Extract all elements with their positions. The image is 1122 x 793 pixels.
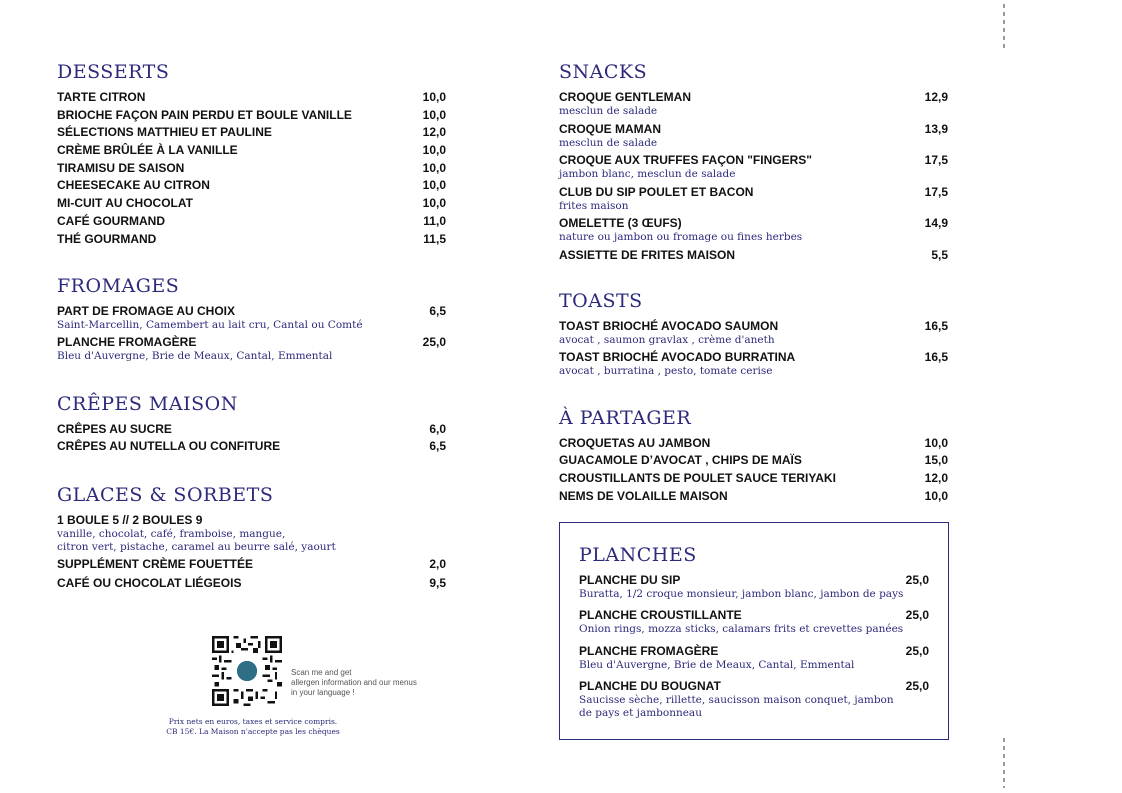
menu-item <box>559 248 948 263</box>
toasts-title: TOASTS <box>559 289 643 312</box>
item-price: 12,0 <box>924 470 948 485</box>
menu-item <box>559 471 948 486</box>
item-description: citron vert, pistache, caramel au beurre salé, yaourt <box>57 540 336 553</box>
qr-caption-line: allergen information and our menus <box>291 678 417 687</box>
item-name: SUPPLÉMENT CRÈME FOUETTÉE <box>57 557 254 572</box>
fold-mark <box>1003 738 1005 788</box>
item-price: 10,0 <box>924 488 948 503</box>
menu-item <box>559 185 948 213</box>
item-description: nature ou jambon ou fromage ou fines herbes <box>559 231 803 243</box>
left-column <box>57 60 446 617</box>
price-footnote <box>128 717 378 737</box>
menu-item <box>57 214 446 229</box>
menu-item <box>57 576 446 591</box>
crepes-title: CRÊPES MAISON <box>57 392 238 415</box>
item-name: SÉLECTIONS MATTHIEU ET PAULINE <box>57 125 272 140</box>
item-price: 14,9 <box>924 216 948 230</box>
item-name: TOAST BRIOCHÉ AVOCADO BURRATINA <box>559 350 796 364</box>
item-name: PLANCHE FROMAGÈRE <box>579 643 719 658</box>
item-name: BRIOCHE FAÇON PAIN PERDU ET BOULE VANILLE <box>57 107 352 122</box>
item-name: THÉ GOURMAND <box>57 231 157 246</box>
menu-item <box>579 679 929 719</box>
item-price: 10,0 <box>422 143 446 158</box>
fromages-title: FROMAGES <box>57 274 180 297</box>
item-name: CRÊPES AU SUCRE <box>57 421 172 436</box>
item-name: 1 BOULE 5 // 2 BOULES 9 <box>57 513 203 528</box>
item-name: TOAST BRIOCHÉ AVOCADO SAUMON <box>559 318 779 333</box>
item-name: ASSIETTE DE FRITES MAISON <box>559 247 736 262</box>
item-price: 6,0 <box>429 421 446 436</box>
glaces-section <box>57 483 446 591</box>
item-description: Buratta, 1/2 croque monsieur, jambon blanc, jambon de pays <box>579 587 904 600</box>
menu-item <box>579 608 929 636</box>
item-name: GUACAMOLE D’AVOCAT , CHIPS DE MAÏS <box>559 453 802 468</box>
qr-caption-line: Scan me and get <box>291 668 352 677</box>
qr-caption-line: in your language ! <box>291 688 355 697</box>
item-price: 12,9 <box>924 90 948 104</box>
item-price: 9,5 <box>429 576 446 591</box>
item-description: Bleu d'Auvergne, Brie de Meaux, Cantal, Emmental <box>57 350 333 362</box>
snacks-title: SNACKS <box>559 61 648 83</box>
menu-item <box>579 573 929 601</box>
menu-item <box>57 108 446 123</box>
item-name: CROQUE MAMAN <box>559 121 661 136</box>
glaces-title: GLACES & SORBETS <box>57 484 274 507</box>
menu-item <box>559 90 948 118</box>
item-price: 25,0 <box>905 572 929 587</box>
item-price: 6,5 <box>429 439 446 454</box>
item-name: PLANCHE DU BOUGNAT <box>579 679 721 694</box>
item-name: CLUB DU SIP POULET ET BACON <box>559 184 754 199</box>
item-name: CROQUE AUX TRUFFES FAÇON "FINGERS" <box>559 153 812 167</box>
item-price: 12,0 <box>422 125 446 140</box>
menu-item <box>57 335 446 363</box>
fold-mark <box>1003 4 1005 52</box>
item-description: jambon blanc, mesclun de salade <box>559 168 736 180</box>
partager-section <box>559 406 948 504</box>
menu-item <box>559 122 948 150</box>
item-price: 10,0 <box>924 435 948 450</box>
menu-item <box>57 304 446 332</box>
snacks-section <box>559 60 948 263</box>
item-description: Saint-Marcellin, Camembert au lait cru, Cantal ou Comté <box>57 318 363 331</box>
menu-item <box>57 422 446 437</box>
item-description: mesclun de salade <box>559 105 658 117</box>
menu-item <box>579 644 929 672</box>
menu-item <box>57 143 446 158</box>
item-price: 17,5 <box>924 184 948 199</box>
planches-box <box>559 522 949 741</box>
menu-item <box>559 216 948 244</box>
item-name: PART DE FROMAGE AU CHOIX <box>57 303 236 318</box>
item-name: TIRAMISU DE SAISON <box>57 160 185 175</box>
item-price: 11,5 <box>423 231 446 246</box>
item-name: CRÈME BRÛLÉE À LA VANILLE <box>57 143 238 158</box>
item-description: avocat , burratina , pesto, tomate cerise <box>559 365 773 377</box>
item-name: CAFÉ OU CHOCOLAT LIÉGEOIS <box>57 576 242 591</box>
item-price: 10,0 <box>422 90 446 104</box>
item-price: 10,0 <box>422 196 446 211</box>
item-description: Saucisse sèche, rillette, saucisson maison conquet, jambon <box>579 694 894 707</box>
item-name: NEMS DE VOLAILLE MAISON <box>559 488 728 503</box>
item-price: 15,0 <box>924 453 948 468</box>
item-price: 25,0 <box>905 679 929 694</box>
footnote-line: CB 15€. La Maison n'accepte pas les chèques <box>166 727 340 736</box>
item-name: TARTE CITRON <box>57 90 146 104</box>
item-price: 25,0 <box>422 335 446 349</box>
item-price: 10,0 <box>422 107 446 122</box>
item-name: PLANCHE DU SIP <box>579 572 681 587</box>
menu-item <box>559 319 948 347</box>
menu-item <box>559 453 948 468</box>
fromages-section <box>57 274 446 363</box>
menu-item <box>57 178 446 193</box>
item-description: Onion rings, mozza sticks, calamars frits et crevettes panées <box>579 623 904 636</box>
item-name: PLANCHE CROUSTILLANTE <box>579 608 742 623</box>
desserts-section <box>57 60 446 247</box>
menu-item <box>57 125 446 140</box>
item-name: CRÊPES AU NUTELLA OU CONFITURE <box>57 439 281 454</box>
menu-item <box>57 161 446 176</box>
desserts-title: DESSERTS <box>57 61 170 83</box>
menu-item <box>559 436 948 451</box>
item-price: 10,0 <box>422 160 446 175</box>
item-price: 2,0 <box>429 557 446 572</box>
item-name: OMELETTE (3 ŒUFS) <box>559 216 682 230</box>
item-description: vanille, chocolat, café, framboise, mangue, <box>57 528 286 541</box>
item-description: de pays et jambonneau <box>579 706 702 719</box>
menu-item <box>559 153 948 181</box>
item-description: mesclun de salade <box>559 136 658 149</box>
item-price: 13,9 <box>924 121 948 136</box>
right-column <box>559 60 948 740</box>
menu-item <box>57 513 446 553</box>
menu-item <box>559 489 948 504</box>
item-price: 16,5 <box>924 350 948 364</box>
item-name: PLANCHE FROMAGÈRE <box>57 335 197 349</box>
menu-item <box>57 557 446 572</box>
toasts-section <box>559 289 948 378</box>
item-name: CROQUE GENTLEMAN <box>559 90 691 104</box>
qr-code-icon[interactable] <box>212 636 282 706</box>
item-description: frites maison <box>559 199 629 212</box>
menu-item <box>57 196 446 211</box>
item-description: Bleu d'Auvergne, Brie de Meaux, Cantal, Emmental <box>579 658 855 671</box>
item-name: CAFÉ GOURMAND <box>57 213 165 228</box>
item-price: 25,0 <box>905 608 929 623</box>
item-price: 6,5 <box>429 303 446 318</box>
item-description: avocat , saumon gravlax , crème d'aneth <box>559 333 775 346</box>
item-name: CROUSTILLANTS DE POULET SAUCE TERIYAKI <box>559 470 836 485</box>
item-price: 25,0 <box>905 643 929 658</box>
partager-title: À PARTAGER <box>559 406 692 429</box>
item-price: 16,5 <box>924 318 948 333</box>
item-name: CHEESECAKE AU CITRON <box>57 178 210 193</box>
item-name: MI-CUIT AU CHOCOLAT <box>57 196 193 211</box>
footnote-line: Prix nets en euros, taxes et service compris. <box>168 717 338 726</box>
planches-title: PLANCHES <box>579 543 697 566</box>
menu-item <box>57 90 446 105</box>
qr-block <box>212 636 452 706</box>
menu-item <box>57 439 446 454</box>
item-price: 5,5 <box>931 247 948 262</box>
crepes-section <box>57 392 446 455</box>
item-name: CROQUETAS AU JAMBON <box>559 435 711 450</box>
menu-item <box>559 350 948 378</box>
item-price: 17,5 <box>924 153 948 167</box>
item-price: 10,0 <box>422 178 446 193</box>
item-price: 11,0 <box>423 213 446 228</box>
qr-caption <box>291 668 461 698</box>
menu-item <box>57 232 446 247</box>
